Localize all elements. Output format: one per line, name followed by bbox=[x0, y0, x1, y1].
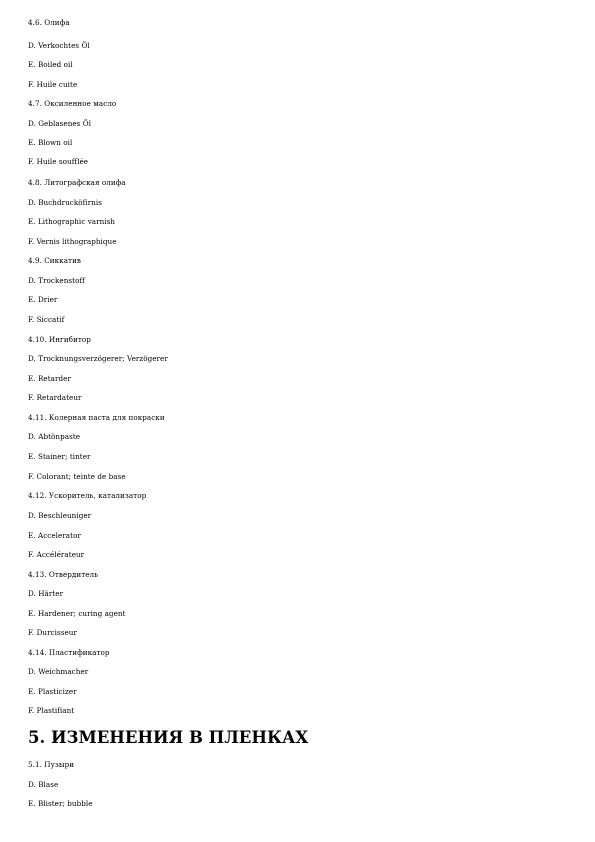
term-number-line: 4.7. Оксиленное масло bbox=[28, 99, 117, 108]
english-term-line: E. Retarder bbox=[28, 374, 71, 383]
german-term-line: D. Beschleuniger bbox=[28, 511, 92, 520]
french-term-line: F. Accélérateur bbox=[28, 550, 85, 559]
french-term-line: F. Plastifiant bbox=[28, 706, 75, 715]
term-number-line: 4.13. Отвердитель bbox=[28, 570, 99, 579]
french-term-line: F. Durcisseur bbox=[28, 628, 77, 637]
english-term-line: E. Hardener; curing agent bbox=[28, 609, 126, 618]
german-term-line: D. Blase bbox=[28, 780, 59, 789]
german-term-line: D. Verkochtes Öl bbox=[28, 41, 90, 50]
term-number-line: 4.8. Литографская олифа bbox=[28, 178, 126, 187]
term-number-line: 4.6. Олифа bbox=[28, 18, 70, 27]
french-term-line: F. Huile cuite bbox=[28, 80, 78, 89]
english-term-line: E. Lithographic varnish bbox=[28, 217, 116, 226]
german-term-line: D. Abtönpaste bbox=[28, 432, 81, 441]
term-number-line: 5.1. Пузыри bbox=[28, 760, 75, 769]
english-term-line: E. Accelerator bbox=[28, 531, 81, 540]
german-term-line: D. Trockenstoff bbox=[28, 276, 85, 285]
german-term-line: D. Trocknungsverzögerer; Verzögerer bbox=[28, 354, 168, 363]
english-term-line: E. Stainer; tinter bbox=[28, 452, 91, 461]
english-term-line: E. Blister; bubble bbox=[28, 799, 93, 808]
term-number-line: 4.14. Пластификатор bbox=[28, 648, 110, 657]
section-heading: 5. ИЗМЕНЕНИЯ В ПЛЕНКАХ bbox=[28, 728, 309, 747]
english-term-line: E. Blown oil bbox=[28, 138, 73, 147]
term-number-line: 4.9. Сиккатив bbox=[28, 256, 82, 265]
german-term-line: D. Weichmacher bbox=[28, 667, 89, 676]
french-term-line: F. Colorant; teinte de base bbox=[28, 472, 126, 481]
term-number-line: 4.10. Ингибитор bbox=[28, 335, 91, 344]
german-term-line: D. Buchdrucköfirnis bbox=[28, 198, 102, 207]
english-term-line: E. Plasticizer bbox=[28, 687, 77, 696]
french-term-line: F. Retardateur bbox=[28, 393, 82, 402]
german-term-line: D. Geblasenes Öl bbox=[28, 119, 92, 128]
french-term-line: F. Huile soufflée bbox=[28, 157, 89, 166]
term-number-line: 4.11. Колерная паста для покраски bbox=[28, 413, 165, 422]
french-term-line: F. Vernis lithographique bbox=[28, 237, 117, 246]
english-term-line: E. Drier bbox=[28, 295, 58, 304]
english-term-line: E. Boiled oil bbox=[28, 60, 73, 69]
french-term-line: F. Siccatif bbox=[28, 315, 65, 324]
term-number-line: 4.12. Ускоритель, катализатор bbox=[28, 491, 147, 500]
german-term-line: D. Härter bbox=[28, 589, 64, 598]
